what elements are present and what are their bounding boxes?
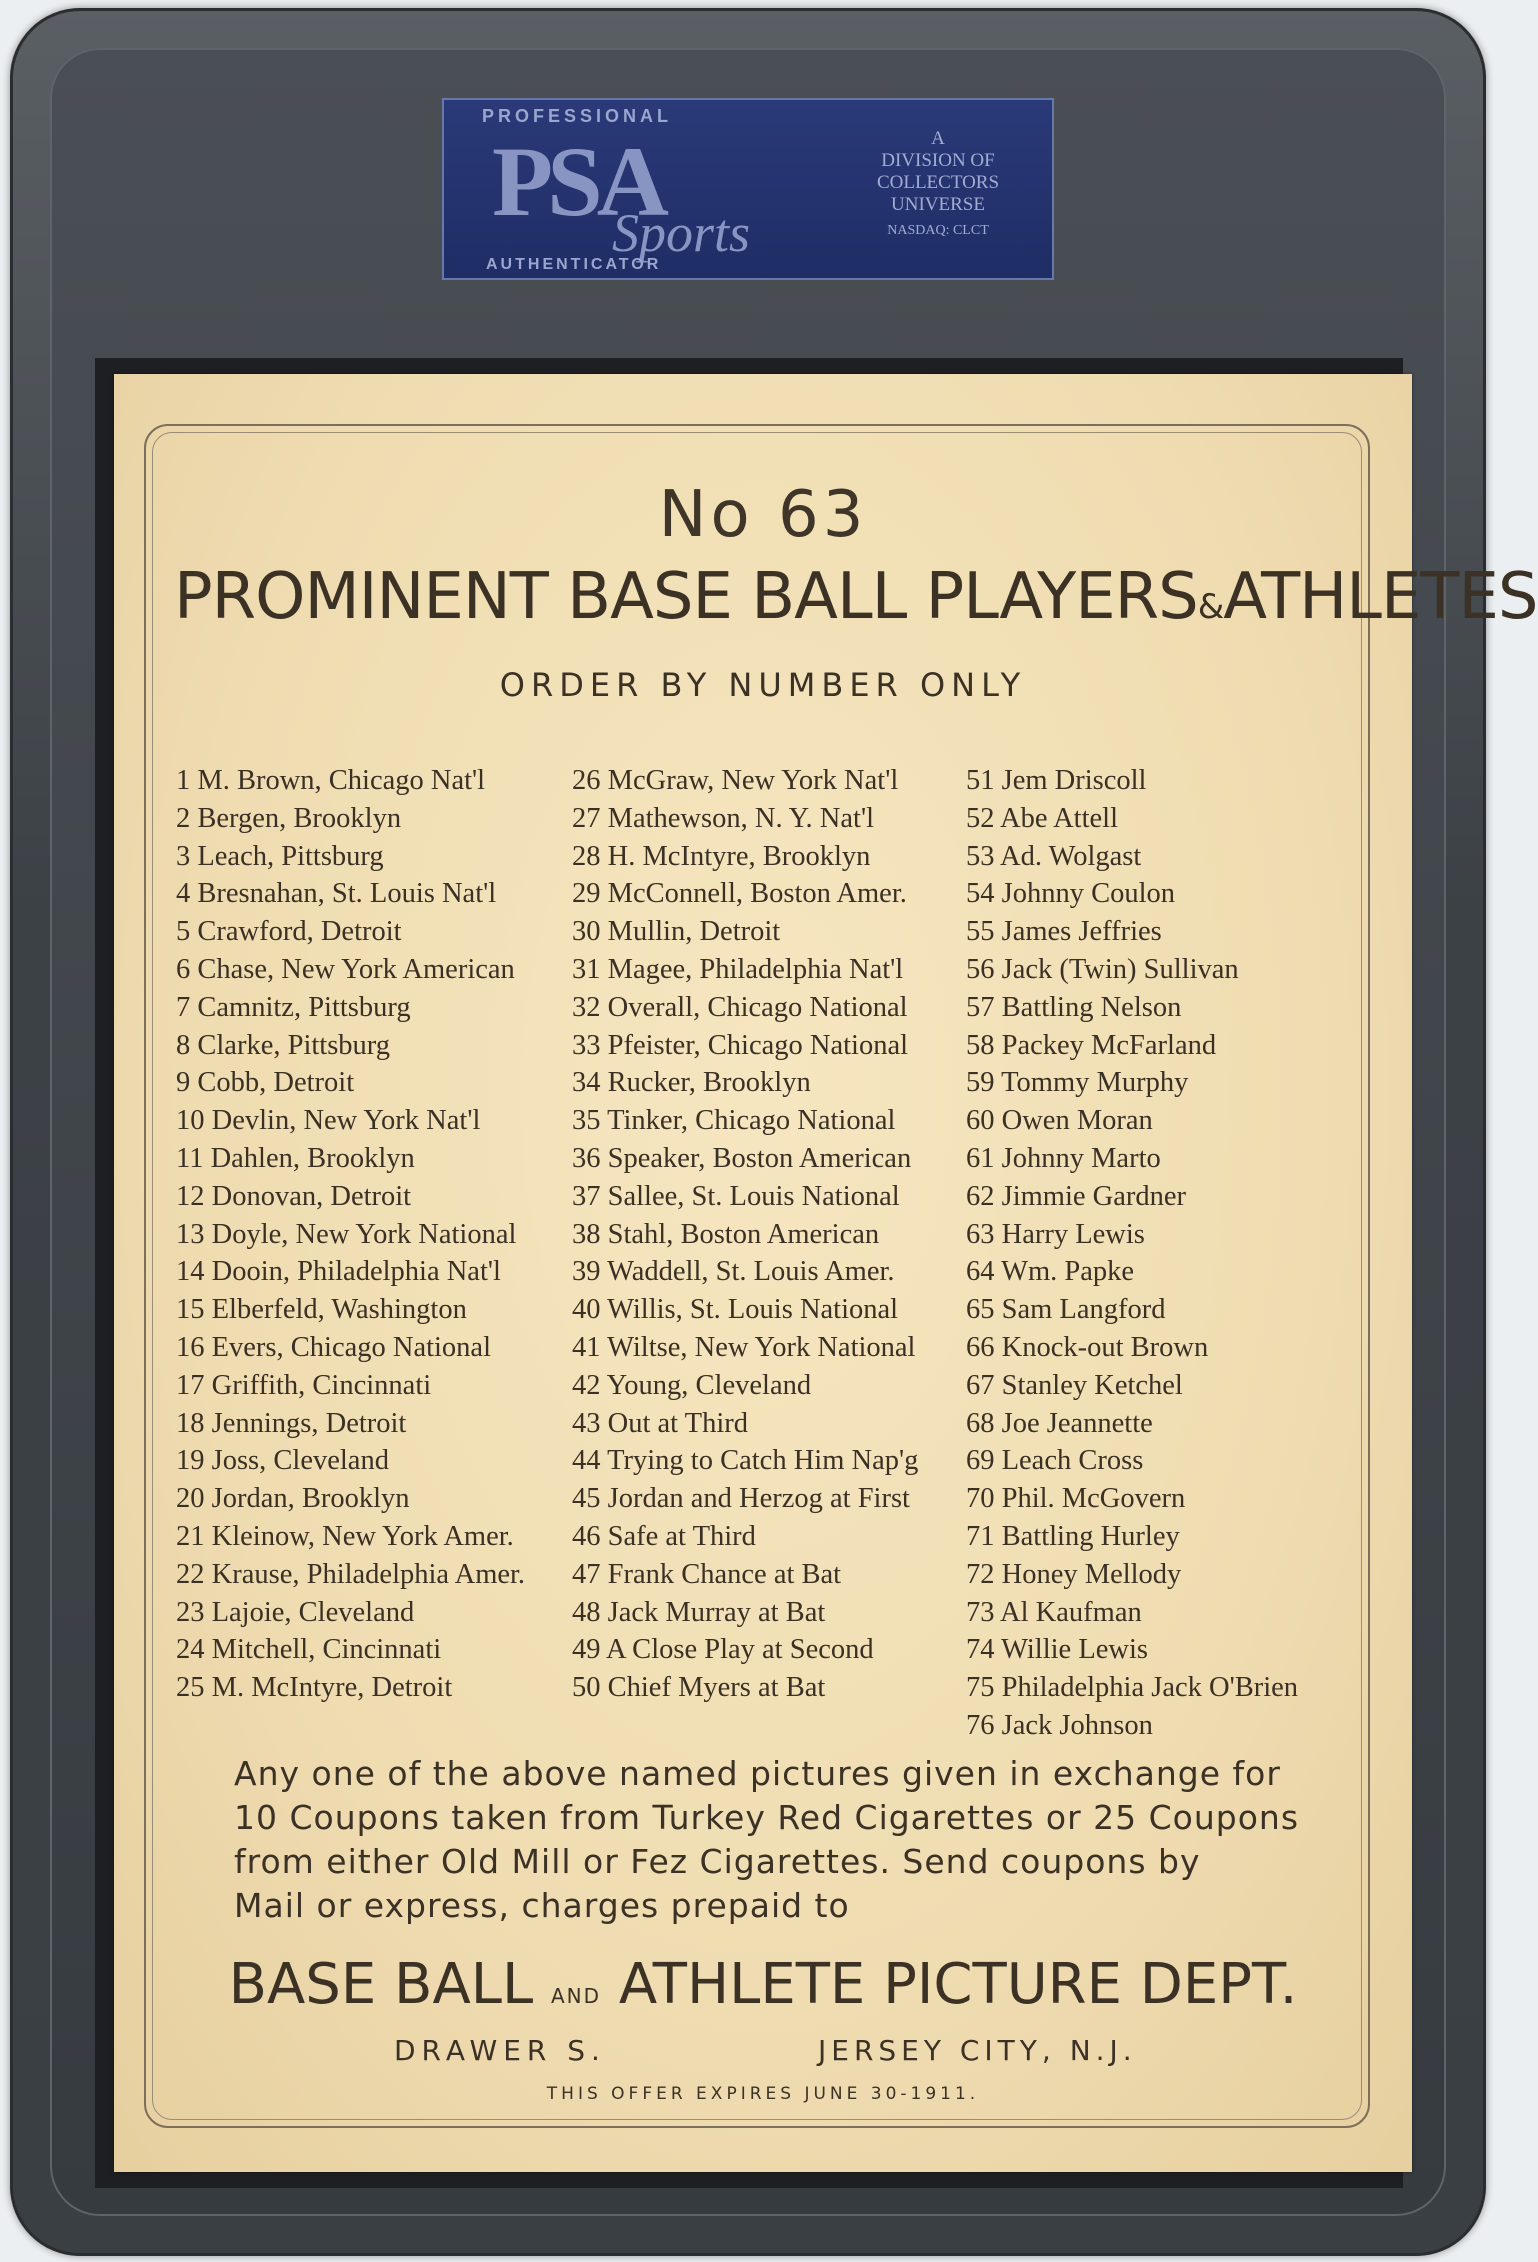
checklist-item: 28 H. McIntyre, Brooklyn [572,840,871,872]
checklist-item: 76 Jack Johnson [966,1709,1153,1741]
checklist-item: 18 Jennings, Detroit [176,1407,407,1439]
checklist-item: 4 Bresnahan, St. Louis Nat'l [176,878,497,910]
checklist-item: 46 Safe at Third [572,1520,756,1552]
checklist-item: 3 Leach, Pittsburg [176,840,384,872]
dept-part1: BASE BALL [228,1952,534,2017]
nasdaq-text: NASDAQ: CLCT [887,223,989,238]
checklist-item: 60 Owen Moran [966,1105,1153,1137]
checklist-item: 30 Mullin, Detroit [572,916,781,948]
division-line: A [931,128,945,149]
checklist-item: 65 Sam Langford [966,1294,1166,1326]
psa-logo [482,106,832,274]
checklist-item: 23 Lajoie, Cleveland [176,1596,415,1628]
checklist-item: 31 Magee, Philadelphia Nat'l [572,953,904,985]
checklist-item: 20 Jordan, Brooklyn [176,1483,410,1515]
checklist-item: 2 Bergen, Brooklyn [176,802,402,834]
checklist-item: 6 Chase, New York American [176,953,515,985]
offer-line: Mail or express, charges prepaid to [234,1886,850,1925]
checklist-item: 17 Griffith, Cincinnati [176,1369,432,1401]
checklist-column-3 [966,762,1298,1745]
checklist-item: 19 Joss, Cleveland [176,1445,389,1477]
checklist-item: 49 A Close Play at Second [572,1634,874,1666]
card-title [174,560,1538,634]
checklist-item: 13 Doyle, New York National [176,1218,517,1250]
checklist-item: 59 Tommy Murphy [966,1067,1189,1099]
title-part1: PROMINENT BASE BALL PLAYERS [174,560,1198,634]
checklist-item: 37 Sallee, St. Louis National [572,1180,900,1212]
checklist-item: 40 Willis, St. Louis National [572,1294,899,1326]
division-line: COLLECTORS [876,172,1000,193]
checklist-item: 53 Ad. Wolgast [966,840,1142,872]
title-part2: ATHLETES [1223,560,1538,634]
offer-text [234,1752,1334,1928]
checklist-item: 57 Battling Nelson [966,991,1182,1023]
checklist-item: 44 Trying to Catch Him Nap'g [572,1445,919,1477]
checklist-item: 1 M. Brown, Chicago Nat'l [176,765,486,796]
checklist-item: 51 Jem Driscoll [966,765,1147,796]
checklist-column-2 [572,762,918,1707]
offer-expiry: THIS OFFER EXPIRES JUNE 30-1911. [546,2084,980,2104]
checklist-item: 48 Jack Murray at Bat [572,1596,826,1628]
checklist-item: 21 Kleinow, New York Amer. [176,1520,514,1552]
checklist-item: 45 Jordan and Herzog at First [572,1483,910,1515]
checklist-item: 15 Elberfeld, Washington [176,1294,467,1326]
checklist-item: 72 Honey Mellody [966,1558,1182,1590]
dept-part2: ATHLETE PICTURE DEPT. [618,1952,1298,2017]
psa-script: Sports [612,203,751,263]
checklist-item: 73 Al Kaufman [966,1596,1142,1628]
checklist-item: 63 Harry Lewis [966,1218,1145,1250]
checklist-item: 26 McGraw, New York Nat'l [572,765,899,796]
checklist-item: 32 Overall, Chicago National [572,991,908,1023]
checklist-item: 7 Camnitz, Pittsburg [176,991,411,1023]
checklist-item: 9 Cobb, Detroit [176,1067,355,1099]
checklist-item: 47 Frank Chance at Bat [572,1558,842,1590]
checklist-item: 29 McConnell, Boston Amer. [572,878,907,910]
address-drawer: DRAWER S. [394,2034,606,2067]
psa-brand-bottom: AUTHENTICATOR [486,256,662,273]
checklist-item: 55 James Jeffries [966,916,1162,948]
card-series-number: No 63 [658,478,868,552]
checklist-item: 12 Donovan, Detroit [176,1180,412,1212]
checklist-item: 61 Johnny Marto [966,1142,1161,1174]
title-ampersand: & [1197,587,1224,627]
checklist-item: 38 Stahl, Boston American [572,1218,880,1250]
checklist-item: 39 Waddell, St. Louis Amer. [572,1256,895,1288]
department-name [114,1952,1412,2017]
checklist-item: 34 Rucker, Brooklyn [572,1067,811,1099]
checklist-item: 75 Philadelphia Jack O'Brien [966,1672,1299,1704]
psa-brand-top: PROFESSIONAL [482,106,673,126]
checklist-item: 41 Wiltse, New York National [572,1331,916,1363]
checklist-item: 8 Clarke, Pittsburg [176,1029,391,1061]
checklist-item: 14 Dooin, Philadelphia Nat'l [176,1256,501,1288]
checklist-item: 42 Young, Cleveland [572,1369,812,1401]
checklist-item: 64 Wm. Papke [966,1256,1135,1288]
checklist-item: 24 Mitchell, Cincinnati [176,1634,442,1666]
checklist-item: 5 Crawford, Detroit [176,916,402,948]
checklist-item: 52 Abe Attell [966,802,1118,834]
checklist-item: 68 Joe Jeannette [966,1407,1153,1439]
checklist-item: 16 Evers, Chicago National [176,1331,492,1363]
psa-mark: PSA [492,126,663,237]
offer-line: 10 Coupons taken from Turkey Red Cigarettes or 25 Coupons [234,1798,1300,1837]
checklist-item: 71 Battling Hurley [966,1520,1180,1552]
psa-label [442,98,1054,280]
offer-line: from either Old Mill or Fez Cigarettes. Send coupons by [234,1842,1201,1881]
division-line: DIVISION OF [881,150,995,171]
checklist-column-1 [176,762,525,1707]
checklist-item: 58 Packey McFarland [966,1029,1217,1061]
checklist-item: 67 Stanley Ketchel [966,1369,1183,1401]
checklist-item: 66 Knock-out Brown [966,1331,1209,1363]
checklist-item: 36 Speaker, Boston American [572,1142,912,1174]
order-note: ORDER BY NUMBER ONLY [499,666,1027,704]
checklist-item: 27 Mathewson, N. Y. Nat'l [572,802,874,834]
checklist-item: 43 Out at Third [572,1407,748,1439]
checklist-item: 54 Johnny Coulon [966,878,1176,910]
offer-line: Any one of the above named pictures given in exchange for [234,1754,1281,1793]
checklist-item: 25 M. McIntyre, Detroit [176,1672,453,1704]
checklist-item: 10 Devlin, New York Nat'l [176,1105,481,1137]
checklist-item: 22 Krause, Philadelphia Amer. [176,1558,526,1590]
address-city: JERSEY CITY, N.J. [818,2034,1137,2067]
checklist-item: 35 Tinker, Chicago National [572,1105,896,1137]
checklist-item: 62 Jimmie Gardner [966,1180,1187,1212]
psa-division-text [838,128,1038,242]
dept-and: AND [550,1984,602,2008]
checklist-item: 50 Chief Myers at Bat [572,1672,826,1704]
checklist-item: 70 Phil. McGovern [966,1483,1186,1515]
checklist-item: 69 Leach Cross [966,1445,1144,1477]
checklist-item: 33 Pfeister, Chicago National [572,1029,909,1061]
checklist-item: 74 Willie Lewis [966,1634,1148,1666]
checklist-item: 56 Jack (Twin) Sullivan [966,953,1239,985]
checklist-item: 11 Dahlen, Brooklyn [176,1142,415,1174]
trading-card-back [114,374,1538,2172]
division-line: UNIVERSE [891,194,985,215]
